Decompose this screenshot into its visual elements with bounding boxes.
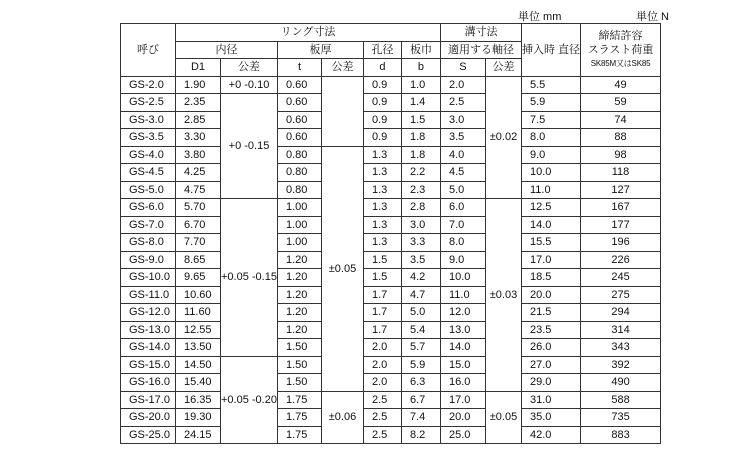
cell-s: 16.0 [440, 374, 485, 392]
cell-name: GS-5.0 [121, 181, 176, 199]
cell-b: 6.7 [401, 391, 440, 409]
cell-s: 13.0 [440, 321, 485, 339]
cell-d1: 3.30 [176, 129, 221, 147]
cell-insert: 8.0 [521, 129, 580, 147]
header-insert-diameter: 挿入時 直径 [521, 24, 580, 77]
cell-d1: 7.70 [176, 234, 221, 252]
cell-name: GS-2.5 [121, 94, 176, 112]
cell-d1: 3.80 [176, 146, 221, 164]
cell-tol-d1: +0.05 -0.15 [221, 199, 278, 357]
cell-t: 1.20 [277, 321, 321, 339]
cell-insert: 21.5 [521, 304, 580, 322]
cell-load: 245 [581, 269, 661, 287]
cell-d: 2.5 [363, 391, 401, 409]
cell-b: 8.2 [401, 426, 440, 444]
table-row [121, 251, 661, 269]
header-thrust-load-title: 締結許容 スラスト荷重 [587, 29, 654, 56]
cell-s: 14.0 [440, 339, 485, 357]
cell-load: 127 [581, 181, 661, 199]
cell-d: 1.7 [363, 321, 401, 339]
cell-b: 3.3 [401, 234, 440, 252]
cell-insert: 20.0 [521, 286, 580, 304]
table-row [121, 129, 661, 147]
header-thrust-load-material: SK85M又はSK85 [590, 58, 651, 68]
cell-b: 2.8 [401, 199, 440, 217]
cell-load: 118 [581, 164, 661, 182]
cell-s: 12.0 [440, 304, 485, 322]
cell-d: 1.7 [363, 304, 401, 322]
cell-s: 3.5 [440, 129, 485, 147]
cell-b: 5.7 [401, 339, 440, 357]
cell-d1: 13.50 [176, 339, 221, 357]
table-row [121, 76, 661, 94]
header-itaatsu: 板厚 [277, 41, 363, 59]
cell-name: GS-25.0 [121, 426, 176, 444]
header-sym-t: t [277, 59, 321, 77]
cell-tol-d1: +0.05 -0.20 [221, 356, 278, 444]
cell-t: 0.80 [277, 164, 321, 182]
cell-t: 0.80 [277, 146, 321, 164]
cell-name: GS-12.0 [121, 304, 176, 322]
cell-insert: 10.0 [521, 164, 580, 182]
table-row [121, 269, 661, 287]
cell-insert: 31.0 [521, 391, 580, 409]
cell-d: 1.3 [363, 216, 401, 234]
cell-d1: 16.35 [176, 391, 221, 409]
cell-load: 98 [581, 146, 661, 164]
cell-d: 1.3 [363, 234, 401, 252]
cell-d1: 4.25 [176, 164, 221, 182]
cell-d1: 9.65 [176, 269, 221, 287]
cell-s: 2.5 [440, 94, 485, 112]
header-itahaba: 板巾 [401, 41, 440, 59]
cell-insert: 18.5 [521, 269, 580, 287]
cell-t: 1.75 [277, 409, 321, 427]
header-naikei: 内径 [176, 41, 278, 59]
cell-insert: 27.0 [521, 356, 580, 374]
cell-d: 1.3 [363, 164, 401, 182]
cell-b: 1.8 [401, 129, 440, 147]
cell-name: GS-3.0 [121, 111, 176, 129]
cell-d: 1.5 [363, 251, 401, 269]
cell-tol-t: ±0.05 [321, 146, 363, 391]
cell-b: 6.3 [401, 374, 440, 392]
cell-tol-d1: +0 -0.15 [221, 94, 278, 199]
cell-load: 59 [581, 94, 661, 112]
cell-load: 294 [581, 304, 661, 322]
table-row [121, 199, 661, 217]
cell-t: 1.00 [277, 199, 321, 217]
cell-name: GS-10.0 [121, 269, 176, 287]
cell-d: 2.5 [363, 409, 401, 427]
cell-b: 3.0 [401, 216, 440, 234]
cell-t: 1.75 [277, 426, 321, 444]
table-row [121, 356, 661, 374]
cell-insert: 5.9 [521, 94, 580, 112]
cell-t: 1.00 [277, 234, 321, 252]
cell-load: 275 [581, 286, 661, 304]
cell-t: 1.00 [277, 216, 321, 234]
header-sym-d1: D1 [176, 59, 221, 77]
cell-s: 4.5 [440, 164, 485, 182]
cell-tol-d1: +0 -0.10 [221, 76, 278, 94]
cell-tol-s: ±0.05 [485, 391, 521, 444]
header-tol-d1: 公差 [221, 59, 278, 77]
cell-name: GS-13.0 [121, 321, 176, 339]
cell-d1: 1.90 [176, 76, 221, 94]
cell-tol-t: ±0.06 [321, 391, 363, 444]
cell-b: 1.5 [401, 111, 440, 129]
table-row [121, 216, 661, 234]
cell-load: 74 [581, 111, 661, 129]
cell-name: GS-11.0 [121, 286, 176, 304]
table-row [121, 234, 661, 252]
cell-d1: 6.70 [176, 216, 221, 234]
header-shaft-diameter: 適用する軸径 [440, 41, 521, 59]
cell-s: 4.0 [440, 146, 485, 164]
cell-d1: 5.70 [176, 199, 221, 217]
cell-t: 1.20 [277, 269, 321, 287]
cell-insert: 14.0 [521, 216, 580, 234]
cell-t: 0.80 [277, 181, 321, 199]
cell-name: GS-6.0 [121, 199, 176, 217]
header-groove-dimensions: 溝寸法 [440, 24, 521, 42]
cell-insert: 11.0 [521, 181, 580, 199]
cell-name: GS-14.0 [121, 339, 176, 357]
cell-name: GS-9.0 [121, 251, 176, 269]
cell-name: GS-2.0 [121, 76, 176, 94]
cell-t: 0.60 [277, 76, 321, 94]
cell-d1: 2.85 [176, 111, 221, 129]
cell-s: 11.0 [440, 286, 485, 304]
table-row [121, 181, 661, 199]
cell-d1: 2.35 [176, 94, 221, 112]
cell-s: 20.0 [440, 409, 485, 427]
table-row [121, 94, 661, 112]
cell-load: 177 [581, 216, 661, 234]
cell-d1: 24.15 [176, 426, 221, 444]
cell-tol-t [321, 76, 363, 146]
table-row [121, 391, 661, 409]
cell-b: 1.4 [401, 94, 440, 112]
cell-b: 3.5 [401, 251, 440, 269]
cell-s: 6.0 [440, 199, 485, 217]
cell-s: 2.0 [440, 76, 485, 94]
cell-d1: 12.55 [176, 321, 221, 339]
table-row [121, 426, 661, 444]
header-anakei: 孔径 [363, 41, 401, 59]
header-sym-b: b [401, 59, 440, 77]
cell-insert: 9.0 [521, 146, 580, 164]
unit-mm-label: 単位 mm [518, 11, 562, 23]
cell-insert: 35.0 [521, 409, 580, 427]
cell-insert: 7.5 [521, 111, 580, 129]
cell-load: 490 [581, 374, 661, 392]
cell-insert: 17.0 [521, 251, 580, 269]
cell-d: 0.9 [363, 94, 401, 112]
cell-d1: 4.75 [176, 181, 221, 199]
table-row [121, 111, 661, 129]
cell-b: 5.4 [401, 321, 440, 339]
header-sym-s: S [440, 59, 485, 77]
cell-t: 1.20 [277, 251, 321, 269]
cell-name: GS-8.0 [121, 234, 176, 252]
cell-t: 0.60 [277, 94, 321, 112]
cell-d: 1.5 [363, 269, 401, 287]
cell-name: GS-7.0 [121, 216, 176, 234]
cell-load: 588 [581, 391, 661, 409]
cell-d: 1.3 [363, 146, 401, 164]
cell-b: 7.4 [401, 409, 440, 427]
cell-name: GS-20.0 [121, 409, 176, 427]
cell-d1: 8.65 [176, 251, 221, 269]
cell-tol-s: ±0.03 [485, 199, 521, 392]
cell-insert: 12.5 [521, 199, 580, 217]
cell-d: 2.0 [363, 339, 401, 357]
cell-name: GS-4.5 [121, 164, 176, 182]
spec-table [120, 23, 661, 444]
spec-table-body [121, 76, 661, 444]
cell-name: GS-17.0 [121, 391, 176, 409]
cell-s: 25.0 [440, 426, 485, 444]
header-thrust-load [581, 24, 661, 77]
cell-s: 8.0 [440, 234, 485, 252]
table-row [121, 164, 661, 182]
cell-s: 7.0 [440, 216, 485, 234]
cell-s: 5.0 [440, 181, 485, 199]
cell-b: 4.2 [401, 269, 440, 287]
header-yobi: 呼び [121, 24, 176, 77]
cell-tol-s: ±0.02 [485, 76, 521, 199]
cell-t: 1.50 [277, 356, 321, 374]
table-row [121, 374, 661, 392]
cell-name: GS-4.0 [121, 146, 176, 164]
cell-d: 1.7 [363, 286, 401, 304]
cell-load: 49 [581, 76, 661, 94]
cell-d1: 14.50 [176, 356, 221, 374]
header-tol-t: 公差 [321, 59, 363, 77]
cell-name: GS-16.0 [121, 374, 176, 392]
cell-load: 226 [581, 251, 661, 269]
cell-b: 5.9 [401, 356, 440, 374]
cell-load: 88 [581, 129, 661, 147]
cell-d: 0.9 [363, 76, 401, 94]
cell-s: 17.0 [440, 391, 485, 409]
cell-insert: 23.5 [521, 321, 580, 339]
cell-t: 0.60 [277, 111, 321, 129]
cell-t: 1.20 [277, 304, 321, 322]
cell-d: 1.3 [363, 199, 401, 217]
cell-b: 5.0 [401, 304, 440, 322]
cell-d1: 11.60 [176, 304, 221, 322]
cell-b: 4.7 [401, 286, 440, 304]
cell-t: 1.75 [277, 391, 321, 409]
cell-d: 2.5 [363, 426, 401, 444]
cell-load: 167 [581, 199, 661, 217]
cell-d: 2.0 [363, 356, 401, 374]
cell-s: 10.0 [440, 269, 485, 287]
cell-insert: 29.0 [521, 374, 580, 392]
cell-d: 0.9 [363, 111, 401, 129]
table-row [121, 321, 661, 339]
cell-b: 2.3 [401, 181, 440, 199]
table-row [121, 339, 661, 357]
cell-s: 9.0 [440, 251, 485, 269]
cell-insert: 15.5 [521, 234, 580, 252]
cell-name: GS-15.0 [121, 356, 176, 374]
cell-b: 2.2 [401, 164, 440, 182]
cell-b: 1.8 [401, 146, 440, 164]
cell-load: 392 [581, 356, 661, 374]
cell-d: 2.0 [363, 374, 401, 392]
table-row [121, 146, 661, 164]
header-tol-s: 公差 [485, 59, 521, 77]
cell-d1: 19.30 [176, 409, 221, 427]
cell-load: 196 [581, 234, 661, 252]
cell-d: 0.9 [363, 129, 401, 147]
cell-load: 314 [581, 321, 661, 339]
header-ring-dimensions: リング寸法 [176, 24, 441, 42]
cell-insert: 26.0 [521, 339, 580, 357]
cell-s: 3.0 [440, 111, 485, 129]
table-row [121, 304, 661, 322]
cell-s: 15.0 [440, 356, 485, 374]
cell-t: 1.50 [277, 374, 321, 392]
cell-insert: 42.0 [521, 426, 580, 444]
table-row [121, 409, 661, 427]
cell-insert: 5.5 [521, 76, 580, 94]
cell-b: 1.0 [401, 76, 440, 94]
cell-load: 883 [581, 426, 661, 444]
cell-t: 1.20 [277, 286, 321, 304]
unit-n-label: 単位 N [636, 11, 669, 23]
cell-load: 343 [581, 339, 661, 357]
cell-t: 0.60 [277, 129, 321, 147]
header-sym-d: d [363, 59, 401, 77]
cell-d1: 10.60 [176, 286, 221, 304]
cell-d1: 15.40 [176, 374, 221, 392]
cell-load: 735 [581, 409, 661, 427]
cell-name: GS-3.5 [121, 129, 176, 147]
table-row [121, 286, 661, 304]
cell-d: 1.3 [363, 181, 401, 199]
cell-t: 1.50 [277, 339, 321, 357]
